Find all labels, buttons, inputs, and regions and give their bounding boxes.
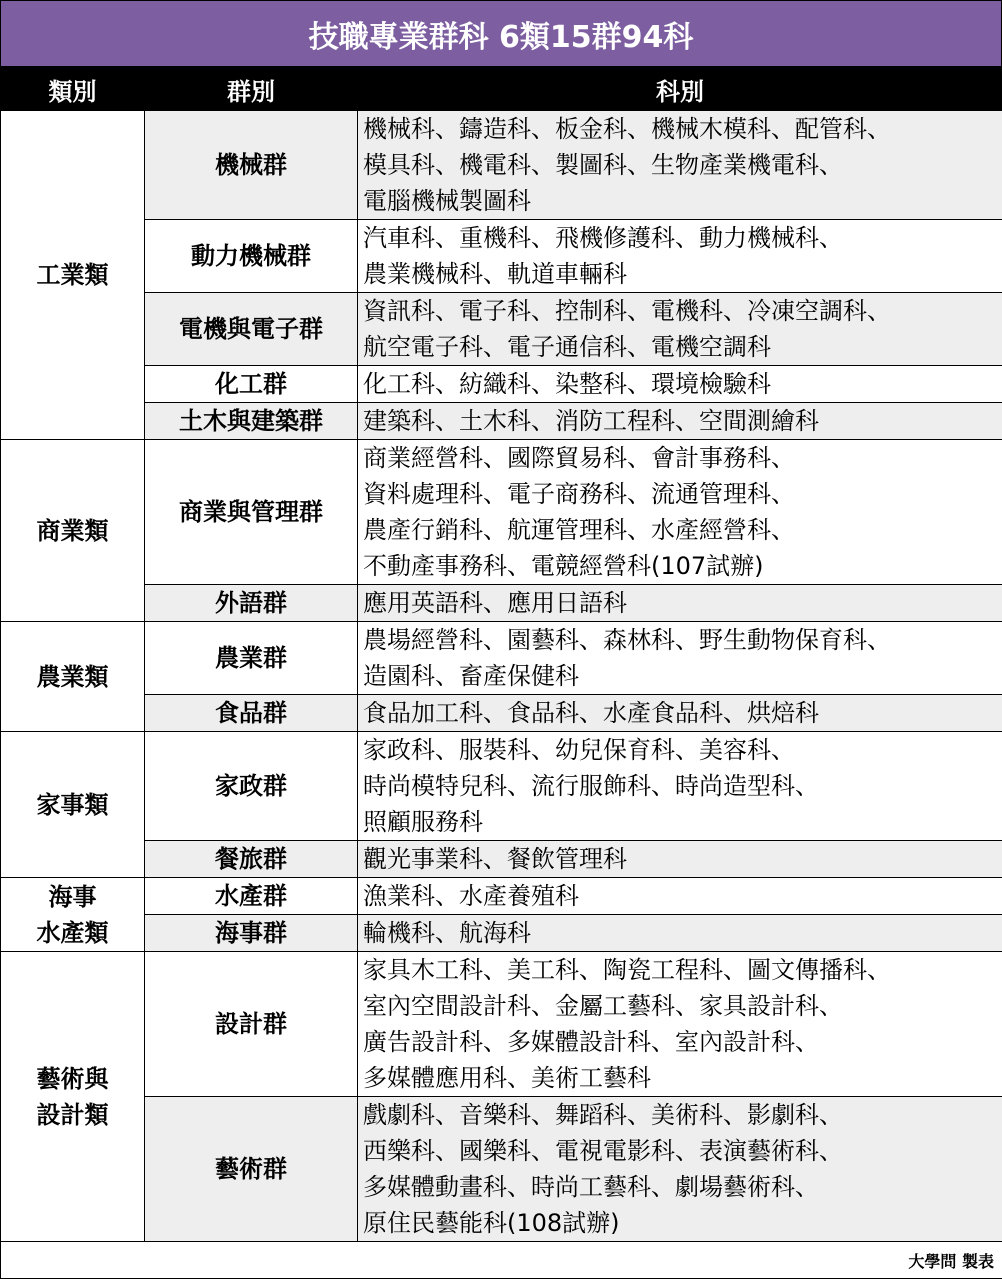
department-line: 時尚模特兒科、流行服飾科、時尚造型科、 bbox=[363, 768, 1002, 804]
departments-cell bbox=[358, 841, 1002, 878]
table-row bbox=[1, 111, 1002, 220]
category-cell bbox=[1, 111, 145, 440]
departments-cell bbox=[358, 952, 1002, 1097]
department-line: 應用英語科、應用日語科 bbox=[363, 585, 1002, 621]
department-line: 食品加工科、食品科、水產食品科、烘焙科 bbox=[363, 695, 1002, 731]
department-line: 輪機科、航海科 bbox=[363, 915, 1002, 951]
department-line: 不動產事務科、電競經營科(107試辦) bbox=[363, 548, 1002, 584]
group-cell: 海事群 bbox=[145, 915, 358, 952]
departments-cell bbox=[358, 732, 1002, 841]
departments-cell bbox=[358, 585, 1002, 622]
category-label: 家事類 bbox=[1, 787, 144, 823]
department-line: 資料處理科、電子商務科、流通管理科、 bbox=[363, 476, 1002, 512]
department-line: 照顧服務科 bbox=[363, 804, 1002, 840]
department-line: 汽車科、重機科、飛機修護科、動力機械科、 bbox=[363, 220, 1002, 256]
department-line: 電腦機械製圖科 bbox=[363, 183, 1002, 219]
department-line: 造園科、畜產保健科 bbox=[363, 658, 1002, 694]
department-line: 模具科、機電科、製圖科、生物產業機電科、 bbox=[363, 147, 1002, 183]
category-label: 水產類 bbox=[1, 915, 144, 951]
department-line: 建築科、土木科、消防工程科、空間測繪科 bbox=[363, 403, 1002, 439]
group-cell: 餐旅群 bbox=[145, 841, 358, 878]
department-line: 農業機械科、軌道車輛科 bbox=[363, 256, 1002, 292]
department-line: 航空電子科、電子通信科、電機空調科 bbox=[363, 329, 1002, 365]
departments-cell bbox=[358, 1097, 1002, 1242]
category-label: 工業類 bbox=[1, 257, 144, 293]
category-label: 海事 bbox=[1, 879, 144, 915]
majors-table bbox=[0, 67, 1002, 1279]
footer-row bbox=[1, 1242, 1002, 1279]
departments-cell bbox=[358, 293, 1002, 366]
departments-cell bbox=[358, 403, 1002, 440]
department-line: 農產行銷科、航運管理科、水產經營科、 bbox=[363, 512, 1002, 548]
table-row bbox=[1, 732, 1002, 841]
header-departments: 科別 bbox=[358, 68, 1002, 111]
table-row bbox=[1, 403, 1002, 440]
category-label: 商業類 bbox=[1, 513, 144, 549]
group-cell: 藝術群 bbox=[145, 1097, 358, 1242]
departments-cell bbox=[358, 695, 1002, 732]
department-line: 農場經營科、園藝科、森林科、野生動物保育科、 bbox=[363, 622, 1002, 658]
table-row bbox=[1, 952, 1002, 1097]
group-cell: 食品群 bbox=[145, 695, 358, 732]
table-row bbox=[1, 1097, 1002, 1242]
department-line: 室內空間設計科、金屬工藝科、家具設計科、 bbox=[363, 988, 1002, 1024]
department-line: 商業經營科、國際貿易科、會計事務科、 bbox=[363, 440, 1002, 476]
departments-cell bbox=[358, 220, 1002, 293]
department-line: 機械科、鑄造科、板金科、機械木模科、配管科、 bbox=[363, 111, 1002, 147]
department-line: 戲劇科、音樂科、舞蹈科、美術科、影劇科、 bbox=[363, 1097, 1002, 1133]
category-label: 農業類 bbox=[1, 659, 144, 695]
group-cell: 機械群 bbox=[145, 111, 358, 220]
table-row bbox=[1, 622, 1002, 695]
category-cell bbox=[1, 622, 145, 732]
table-row bbox=[1, 366, 1002, 403]
table-row bbox=[1, 220, 1002, 293]
table-row bbox=[1, 878, 1002, 915]
department-line: 資訊科、電子科、控制科、電機科、冷凍空調科、 bbox=[363, 293, 1002, 329]
table-row bbox=[1, 440, 1002, 585]
header-row bbox=[1, 68, 1002, 111]
group-cell: 商業與管理群 bbox=[145, 440, 358, 585]
group-cell: 土木與建築群 bbox=[145, 403, 358, 440]
group-cell: 水產群 bbox=[145, 878, 358, 915]
department-line: 化工科、紡織科、染整科、環境檢驗科 bbox=[363, 366, 1002, 402]
table-row bbox=[1, 293, 1002, 366]
table-body bbox=[1, 111, 1002, 1242]
departments-cell bbox=[358, 111, 1002, 220]
group-cell: 設計群 bbox=[145, 952, 358, 1097]
department-line: 多媒體動畫科、時尚工藝科、劇場藝術科、 bbox=[363, 1169, 1002, 1205]
department-line: 觀光事業科、餐飲管理科 bbox=[363, 841, 1002, 877]
page-title: 技職專業群科 6類15群94科 bbox=[0, 0, 1002, 67]
header-group: 群別 bbox=[145, 68, 358, 111]
category-cell bbox=[1, 878, 145, 952]
departments-cell bbox=[358, 878, 1002, 915]
category-label: 藝術與 bbox=[1, 1061, 144, 1097]
table-row bbox=[1, 585, 1002, 622]
department-line: 西樂科、國樂科、電視電影科、表演藝術科、 bbox=[363, 1133, 1002, 1169]
department-line: 多媒體應用科、美術工藝科 bbox=[363, 1060, 1002, 1096]
footer-credit: 大學問 製表 bbox=[1, 1242, 1002, 1279]
departments-cell bbox=[358, 915, 1002, 952]
departments-cell bbox=[358, 440, 1002, 585]
group-cell: 農業群 bbox=[145, 622, 358, 695]
category-cell bbox=[1, 440, 145, 622]
group-cell: 家政群 bbox=[145, 732, 358, 841]
group-cell: 電機與電子群 bbox=[145, 293, 358, 366]
category-cell bbox=[1, 732, 145, 878]
group-cell: 動力機械群 bbox=[145, 220, 358, 293]
departments-cell bbox=[358, 622, 1002, 695]
department-line: 家政科、服裝科、幼兒保育科、美容科、 bbox=[363, 732, 1002, 768]
table-row bbox=[1, 915, 1002, 952]
header-category: 類別 bbox=[1, 68, 145, 111]
group-cell: 化工群 bbox=[145, 366, 358, 403]
departments-cell bbox=[358, 366, 1002, 403]
department-line: 原住民藝能科(108試辦) bbox=[363, 1205, 1002, 1241]
group-cell: 外語群 bbox=[145, 585, 358, 622]
table-row bbox=[1, 841, 1002, 878]
table-row bbox=[1, 695, 1002, 732]
department-line: 廣告設計科、多媒體設計科、室內設計科、 bbox=[363, 1024, 1002, 1060]
department-line: 家具木工科、美工科、陶瓷工程科、圖文傳播科、 bbox=[363, 952, 1002, 988]
department-line: 漁業科、水產養殖科 bbox=[363, 878, 1002, 914]
category-cell bbox=[1, 952, 145, 1242]
category-label: 設計類 bbox=[1, 1097, 144, 1133]
